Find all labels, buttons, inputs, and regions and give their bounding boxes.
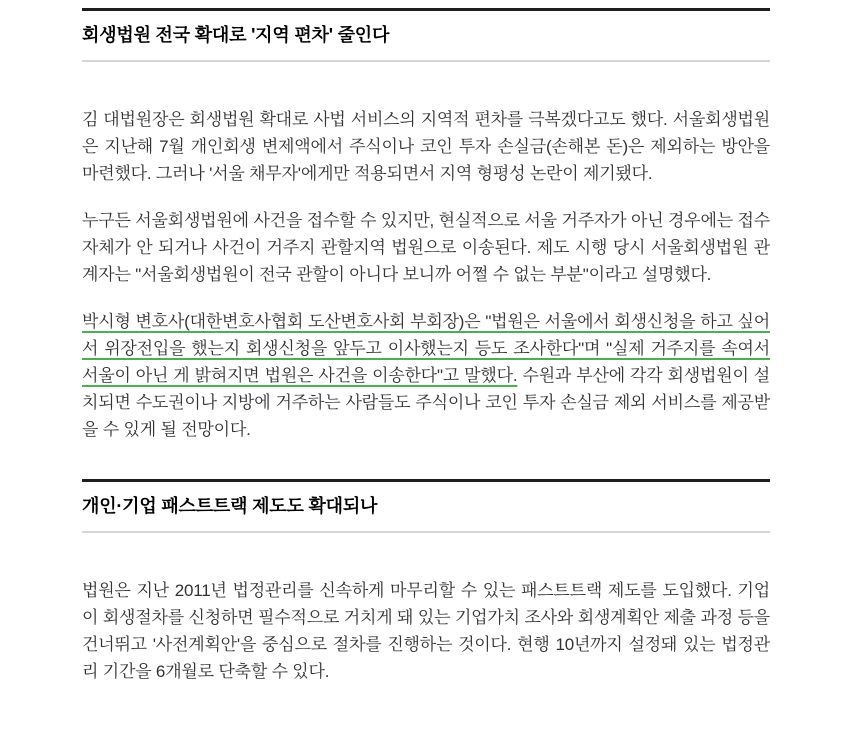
paragraph-overview: 김 대법원장은 회생법원 확대로 사법 서비스의 지역적 편차를 극복겠다고도 했다. 서울회생법원은 지난해 7월 개인회생 변제액에서 주식이나 코인 투자 손실금(손해본 돈)은 제외하는 방안을 마련했다. 그러나 '서울 채무자'에게만 적용되면서 지역 형평성 논란이 제기됐다. <box>82 110 770 183</box>
paragraph-attorney-quote <box>82 308 770 443</box>
article-body <box>82 0 770 685</box>
section-fast-track <box>82 479 770 685</box>
section-heading-block <box>82 8 770 62</box>
attorney-quote-link[interactable]: 박시형 변호사(대한변호사협회 도산변호사회 부회장)은 "법원은 서울에서 회생신청을 하고 싶어서 위장전입을 했는지 회생신청을 앞두고 이사했는지 등도 조사한다"며 "실제 거주지를 속여서 서울이 아닌 게 밝혀지면 법원은 사건을 이송한다"고 말했다. <box>82 312 770 385</box>
section-heading-block <box>82 479 770 533</box>
section-regional-gap <box>82 0 770 443</box>
section-title: 개인·기업 패스트트랙 제도도 확대되나 <box>82 496 378 516</box>
paragraph-fast-track: 법원은 지난 2011년 법정관리를 신속하게 마무리할 수 있는 패스트트랙 제도를 도입했다. 기업이 회생절차를 신청하면 필수적으로 거치게 돼 있는 기업가치 조사와 회생계획안 제출 과정 등을 건너뛰고 '사전계획안'을 중심으로 절차를 진행하는 것이다. 현행 10년까지 설정돼 있는 법정관리 기간을 6개월로 단축할 수 있다. <box>82 581 770 681</box>
section-body <box>82 106 770 443</box>
section-title: 회생법원 전국 확대로 '지역 편차' 줄인다 <box>82 25 390 45</box>
paragraph-jurisdiction: 누구든 서울회생법원에 사건을 접수할 수 있지만, 현실적으로 서울 거주자가 아닌 경우에는 접수 자체가 안 되거나 사건이 거주지 관할지역 법원으로 이송된다. 제도 시행 당시 서울회생법원 관계자는 "서울회생법원이 전국 관할이 아니다 보니까 어쩔 수 없는 부분"이라고 설명했다. <box>82 211 770 284</box>
paragraph-quote-rest: 수원과 부산에 각각 회생법원이 설치되면 수도권이나 지방에 거주하는 사람들도 주식이나 코인 투자 손실금 제외 서비스를 제공받을 수 있게 될 전망이다. <box>82 366 770 439</box>
section-body <box>82 577 770 685</box>
